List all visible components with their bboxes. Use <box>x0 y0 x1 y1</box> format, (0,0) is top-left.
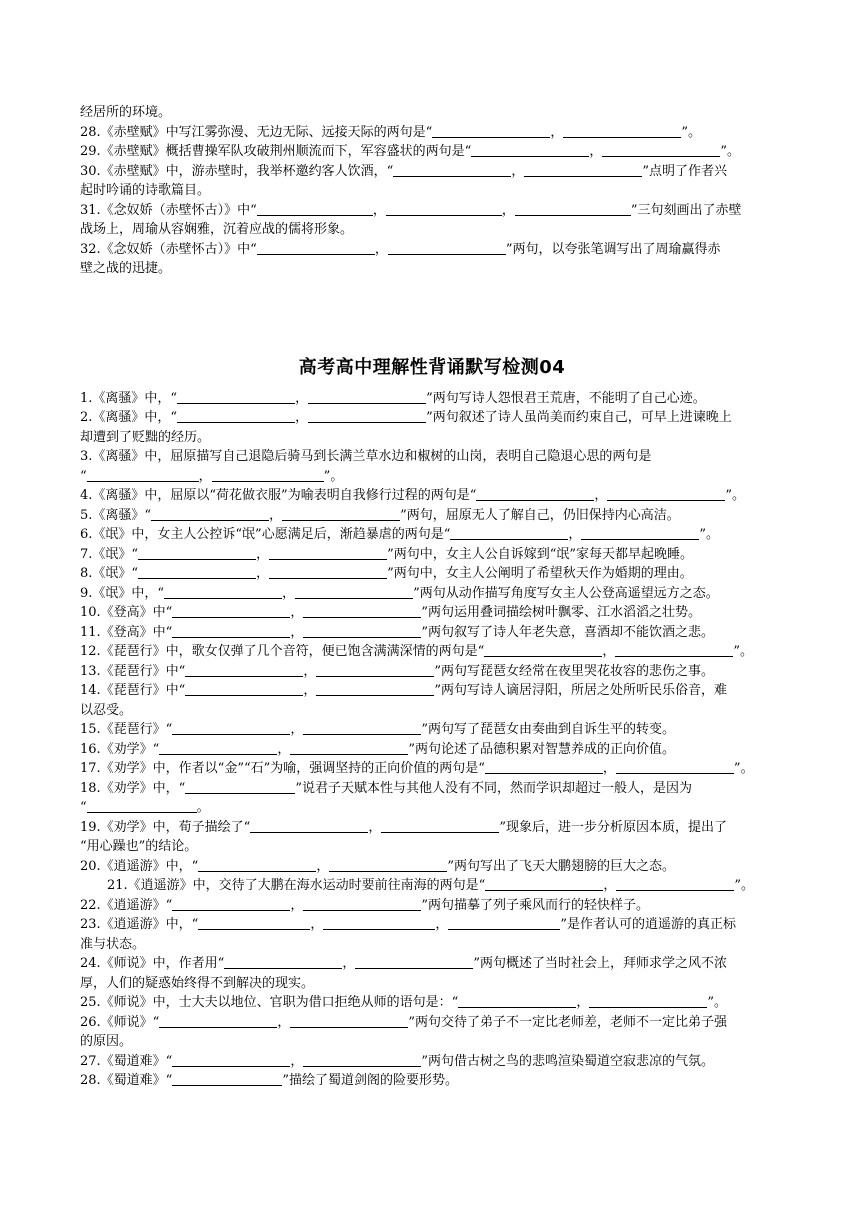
question-text: ， <box>550 124 564 140</box>
question-text: ， <box>290 605 304 620</box>
answer-blank[interactable] <box>316 663 434 677</box>
question-text: ， <box>568 527 582 542</box>
question-text: 准与状态。 <box>80 936 146 952</box>
answer-blank[interactable] <box>524 163 642 177</box>
question-text: ”两句描摹了列子乘风而行的轻快样子。 <box>421 897 649 913</box>
question-text: ， <box>269 507 283 523</box>
question-text: 31.《念奴娇（赤壁怀古）》中“ <box>80 202 257 218</box>
question-text: 的原因。 <box>80 1034 133 1049</box>
question-text: ”。 <box>733 761 754 776</box>
question-text: 23.《逍遥游》中，“ <box>80 917 199 932</box>
answer-blank[interactable] <box>172 1072 282 1086</box>
answer-blank[interactable] <box>295 585 413 599</box>
question-group-previous <box>80 103 784 279</box>
answer-blank[interactable] <box>172 624 290 638</box>
question-line <box>80 486 784 506</box>
question-text: ”两句，屈原无人了解自己，仍旧保持内心高洁。 <box>400 507 680 523</box>
question-text: 12.《琵琶行》中，歌女仅弹了几个音符，便已饱含满满深情的两句是“ <box>80 644 485 659</box>
question-text: ， <box>256 546 270 562</box>
question-text: ”两句，以夸张笔调写出了周瑜赢得赤 <box>505 241 721 257</box>
answer-blank[interactable] <box>303 897 421 911</box>
document-page <box>80 103 784 1091</box>
answer-blank[interactable] <box>458 994 576 1008</box>
question-text: ， <box>342 956 356 971</box>
question-text: 10.《登高》中“ <box>80 605 173 620</box>
answer-blank[interactable] <box>151 507 269 521</box>
question-text: 3.《离骚》中，屈原描写自己退隐后骑马到长满兰草水边和椒树的山岗，表明自己隐退心思的两句是 <box>80 449 652 464</box>
question-text: “ <box>80 468 87 484</box>
question-text: ”描绘了蜀道剑阁的险要形势。 <box>282 1073 458 1088</box>
question-line <box>80 408 784 428</box>
question-line <box>80 1013 784 1033</box>
question-text: ， <box>589 144 603 159</box>
question-text: 17.《劝学》中，作者以“金”“石”为喻，强调坚持的正向价值的两句是“ <box>80 761 485 776</box>
answer-blank[interactable] <box>303 1053 421 1067</box>
question-line <box>80 220 784 240</box>
question-text: ， <box>290 1053 304 1069</box>
question-text: 起时吟诵的诗歌篇目。 <box>80 183 211 198</box>
question-text: ， <box>290 722 304 737</box>
answer-blank[interactable] <box>159 1014 277 1028</box>
answer-blank[interactable] <box>393 163 511 177</box>
question-line <box>80 1052 784 1072</box>
question-text: ”点明了作者兴 <box>642 163 727 179</box>
answer-blank[interactable] <box>257 241 375 255</box>
question-text: 。 <box>196 800 210 815</box>
answer-blank[interactable] <box>269 565 387 579</box>
answer-blank[interactable] <box>432 124 550 138</box>
question-text: ”。 <box>734 878 754 893</box>
question-line <box>80 857 784 877</box>
question-text: 30.《赤壁赋》中，游赤壁时，我举杯邀约客人饮酒，“ <box>80 163 394 179</box>
answer-blank[interactable] <box>450 526 568 540</box>
question-text: ”两句写诗人怨恨君王荒唐，不能明了自己心迹。 <box>426 390 706 406</box>
answer-blank[interactable] <box>177 409 295 423</box>
question-text: ”。 <box>725 488 746 503</box>
question-text: ”两句中，女主人公阐明了希望秋天作为婚期的理由。 <box>387 566 693 581</box>
answer-blank[interactable] <box>316 682 434 696</box>
answer-blank[interactable] <box>177 390 295 404</box>
question-line <box>80 142 784 162</box>
question-text: 27.《蜀道难》“ <box>80 1053 173 1069</box>
answer-blank[interactable] <box>515 202 631 216</box>
question-text: 29.《赤壁赋》概括曹操军队攻破荆州顺流而下，军容盛状的两句是“ <box>80 144 472 159</box>
question-text: 经居所的环境。 <box>80 105 172 120</box>
answer-blank[interactable] <box>589 994 707 1008</box>
question-text: ”两句叙写了诗人年老失意，喜酒却不能饮酒之悲。 <box>421 624 714 640</box>
answer-blank[interactable] <box>185 780 295 794</box>
question-text: ”两句概述了当时社会上，拜师求学之风不浓 <box>473 956 727 971</box>
question-text: 18.《劝学》中，“ <box>80 780 186 796</box>
question-text: ， <box>602 761 616 776</box>
question-line <box>80 974 784 994</box>
question-text: 28.《赤壁赋》中写江雾弥漫、无边无际、远接天际的两句是“ <box>80 124 433 140</box>
question-line <box>80 837 784 857</box>
question-text: 25.《师说》中，士大夫以地位、官职为借口拒绝从师的语句是：“ <box>80 995 459 1010</box>
question-text: ， <box>316 858 330 874</box>
question-line <box>80 162 784 182</box>
answer-blank[interactable] <box>138 546 256 560</box>
question-text: ”两句写诗人谪居浔阳，所居之处所听民乐俗音，难 <box>434 683 727 698</box>
answer-blank[interactable] <box>303 721 421 735</box>
answer-blank[interactable] <box>581 526 699 540</box>
question-line <box>80 818 784 838</box>
question-group-04 <box>80 389 784 1091</box>
question-text: 以忍受。 <box>80 702 133 718</box>
question-text: 9.《氓》中，“ <box>80 585 165 601</box>
question-text: “用心躁也”的结论。 <box>80 839 198 854</box>
question-line <box>80 181 784 201</box>
question-line <box>80 935 784 955</box>
question-text: ， <box>594 488 608 503</box>
question-text: 20.《逍遥游》中，“ <box>80 858 199 874</box>
question-line <box>80 1032 784 1052</box>
question-text: ， <box>368 819 382 835</box>
question-line <box>80 681 784 701</box>
question-text: ， <box>303 663 317 679</box>
question-text: ”是作者认可的逍遥游的真正标 <box>560 917 737 932</box>
question-text: 11.《登高》中“ <box>80 624 173 640</box>
answer-blank[interactable] <box>386 202 502 216</box>
question-line <box>80 525 784 545</box>
answer-blank[interactable] <box>87 799 197 813</box>
question-text: 24.《师说》中，作者用“ <box>80 956 225 971</box>
question-text: ， <box>511 163 525 179</box>
answer-blank[interactable] <box>308 390 426 404</box>
question-line <box>80 240 784 260</box>
question-text: 15.《琵琶行》“ <box>80 722 173 737</box>
question-line <box>80 720 784 740</box>
answer-blank[interactable] <box>616 877 734 891</box>
answer-blank[interactable] <box>224 955 342 969</box>
question-text: 21.《逍遥游》中，交待了大鹏在海水运动时要前往南海的两句是“ <box>107 878 486 893</box>
answer-blank[interactable] <box>303 604 421 618</box>
question-text: 6.《氓》中，女主人公控诉“氓”心愿满足后，渐趋暴虐的两句是“ <box>80 527 451 542</box>
question-text: ， <box>290 624 304 640</box>
question-text: ， <box>576 995 590 1010</box>
answer-blank[interactable] <box>164 585 282 599</box>
answer-blank[interactable] <box>185 682 303 696</box>
question-text: 28.《蜀道难》“ <box>80 1073 173 1088</box>
answer-blank[interactable] <box>616 760 734 774</box>
question-text: ”两句叙述了诗人虽尚美而约束自己，可早上进谏晚上 <box>426 410 732 425</box>
question-text: 壁之战的迅捷。 <box>80 261 172 276</box>
question-text: ， <box>435 917 449 932</box>
question-text: ”两句写了琵琶女由奏曲到自诉生平的转变。 <box>421 722 675 737</box>
question-text: ”三句刻画出了赤壁 <box>630 202 742 218</box>
answer-blank[interactable] <box>308 409 426 423</box>
question-line <box>80 123 784 143</box>
question-text: ”两句论述了品德积累对智慧养成的正向价值。 <box>408 741 675 757</box>
answer-blank[interactable] <box>282 507 400 521</box>
answer-blank[interactable] <box>476 487 594 501</box>
answer-blank[interactable] <box>485 877 603 891</box>
answer-blank[interactable] <box>290 741 408 755</box>
question-text: ”两句借古树之鸟的悲鸣渲染蜀道空寂悲凉的气氛。 <box>421 1053 714 1069</box>
question-text: ， <box>295 390 309 406</box>
question-text: ， <box>198 468 212 484</box>
question-text: ， <box>372 202 386 218</box>
question-text: ”。 <box>699 527 720 542</box>
question-line <box>80 603 784 623</box>
answer-blank[interactable] <box>172 721 290 735</box>
answer-blank[interactable] <box>381 819 499 833</box>
answer-blank[interactable] <box>323 916 435 930</box>
question-line <box>80 1071 784 1091</box>
answer-blank[interactable] <box>563 124 681 138</box>
question-line <box>80 564 784 584</box>
question-text: 战场上，周瑜从容娴雅，沉着应战的儒将形象。 <box>80 222 354 237</box>
answer-blank[interactable] <box>448 916 560 930</box>
question-line <box>80 584 784 604</box>
answer-blank[interactable] <box>484 643 602 657</box>
question-text: 19.《劝学》中，荀子描绘了“ <box>80 819 251 835</box>
question-line <box>80 876 784 896</box>
question-text: 32.《念奴娇（赤壁怀古）》中“ <box>80 241 257 257</box>
answer-blank[interactable] <box>185 663 303 677</box>
question-text: 厚，人们的疑惑始终得不到解决的现实。 <box>80 975 315 991</box>
question-line <box>80 759 784 779</box>
question-text: 5.《离骚》“ <box>80 507 152 523</box>
answer-blank[interactable] <box>388 241 506 255</box>
question-text: 13.《琵琶行》中“ <box>80 663 186 679</box>
question-text: ， <box>282 585 296 601</box>
answer-blank[interactable] <box>329 858 447 872</box>
question-line <box>80 993 784 1013</box>
question-line <box>80 740 784 760</box>
question-line <box>80 447 784 467</box>
question-text: 22.《逍遥游》“ <box>80 897 173 913</box>
question-line <box>80 662 784 682</box>
question-text: ”。 <box>707 995 727 1010</box>
answer-blank[interactable] <box>485 760 603 774</box>
question-text: ， <box>603 878 617 893</box>
question-text: ”。 <box>733 644 753 659</box>
question-text: ”两句写出了飞天大鹏翅膀的巨大之态。 <box>447 858 675 874</box>
question-text: ”两句从动作描写角度写女主人公登高遥望远方之态。 <box>413 585 719 601</box>
question-line <box>80 954 784 974</box>
question-text: ”两句交待了弟子不一定比老师差，老师不一定比弟子强 <box>408 1014 727 1030</box>
question-text: ， <box>374 241 388 257</box>
question-line <box>80 259 784 279</box>
answer-blank[interactable] <box>87 468 199 482</box>
question-line <box>80 896 784 916</box>
answer-blank[interactable] <box>198 858 316 872</box>
answer-blank[interactable] <box>172 604 290 618</box>
answer-blank[interactable] <box>269 546 387 560</box>
question-line <box>80 915 784 935</box>
question-line <box>80 701 784 721</box>
question-line <box>80 545 784 565</box>
question-text: 7.《氓》“ <box>80 546 139 562</box>
question-text: ”。 <box>720 144 740 159</box>
question-line <box>80 779 784 799</box>
answer-blank[interactable] <box>212 468 324 482</box>
question-line <box>80 506 784 526</box>
question-text: 14.《琵琶行》中“ <box>80 683 186 698</box>
question-text: ， <box>501 202 515 218</box>
question-text: ”两句写琵琶女经常在夜里哭花妆容的悲伤之事。 <box>434 663 714 679</box>
question-text: 却遭到了贬黜的经历。 <box>80 429 211 445</box>
question-text: ”现象后，进一步分析原因本质，提出了 <box>499 819 727 835</box>
question-text: 2.《离骚》中，“ <box>80 410 178 425</box>
answer-blank[interactable] <box>607 487 725 501</box>
answer-blank[interactable] <box>138 565 256 579</box>
question-line <box>80 201 784 221</box>
question-text: ， <box>602 644 616 659</box>
question-text: ”说君子天赋本性与其他人没有不同，然而学识却超过一般人，是因为 <box>295 780 692 796</box>
question-text: 8.《氓》“ <box>80 566 139 581</box>
answer-blank[interactable] <box>159 741 277 755</box>
question-text: ， <box>295 410 309 425</box>
section-title: 高考高中理解性背诵默写检测04 <box>298 356 566 378</box>
question-line <box>80 389 784 409</box>
question-line <box>80 428 784 448</box>
answer-blank[interactable] <box>250 819 368 833</box>
question-text: ”。 <box>681 124 701 140</box>
question-text: ， <box>303 683 317 698</box>
question-text: “ <box>80 800 87 815</box>
answer-blank[interactable] <box>257 202 373 216</box>
answer-blank[interactable] <box>172 1053 290 1067</box>
answer-blank[interactable] <box>198 916 310 930</box>
question-text: ”两句中，女主人公自诉嫁到“氓”家每天都早起晚睡。 <box>387 546 694 562</box>
question-text: 1.《离骚》中，“ <box>80 390 178 406</box>
answer-blank[interactable] <box>602 143 720 157</box>
question-text: ， <box>256 566 270 581</box>
question-text: ， <box>277 1014 291 1030</box>
question-line <box>80 623 784 643</box>
question-line <box>80 798 784 818</box>
question-text: 16.《劝学》“ <box>80 741 160 757</box>
question-text: ”两句运用叠词描绘树叶飘零、江水滔滔之壮势。 <box>421 605 701 620</box>
question-line <box>80 467 784 487</box>
question-text: ， <box>277 741 291 757</box>
question-line <box>80 642 784 662</box>
question-text: ， <box>310 917 324 932</box>
answer-blank[interactable] <box>303 624 421 638</box>
question-text: ， <box>290 897 304 913</box>
question-text: 26.《师说》“ <box>80 1014 160 1030</box>
question-text: ”。 <box>323 468 344 484</box>
question-text: 4.《离骚》中，屈原以“荷花做衣服”为喻表明自我修行过程的两句是“ <box>80 488 477 503</box>
answer-blank[interactable] <box>172 897 290 911</box>
answer-blank[interactable] <box>615 643 733 657</box>
answer-blank[interactable] <box>290 1014 408 1028</box>
answer-blank[interactable] <box>471 143 589 157</box>
answer-blank[interactable] <box>355 955 473 969</box>
question-line <box>80 103 784 123</box>
